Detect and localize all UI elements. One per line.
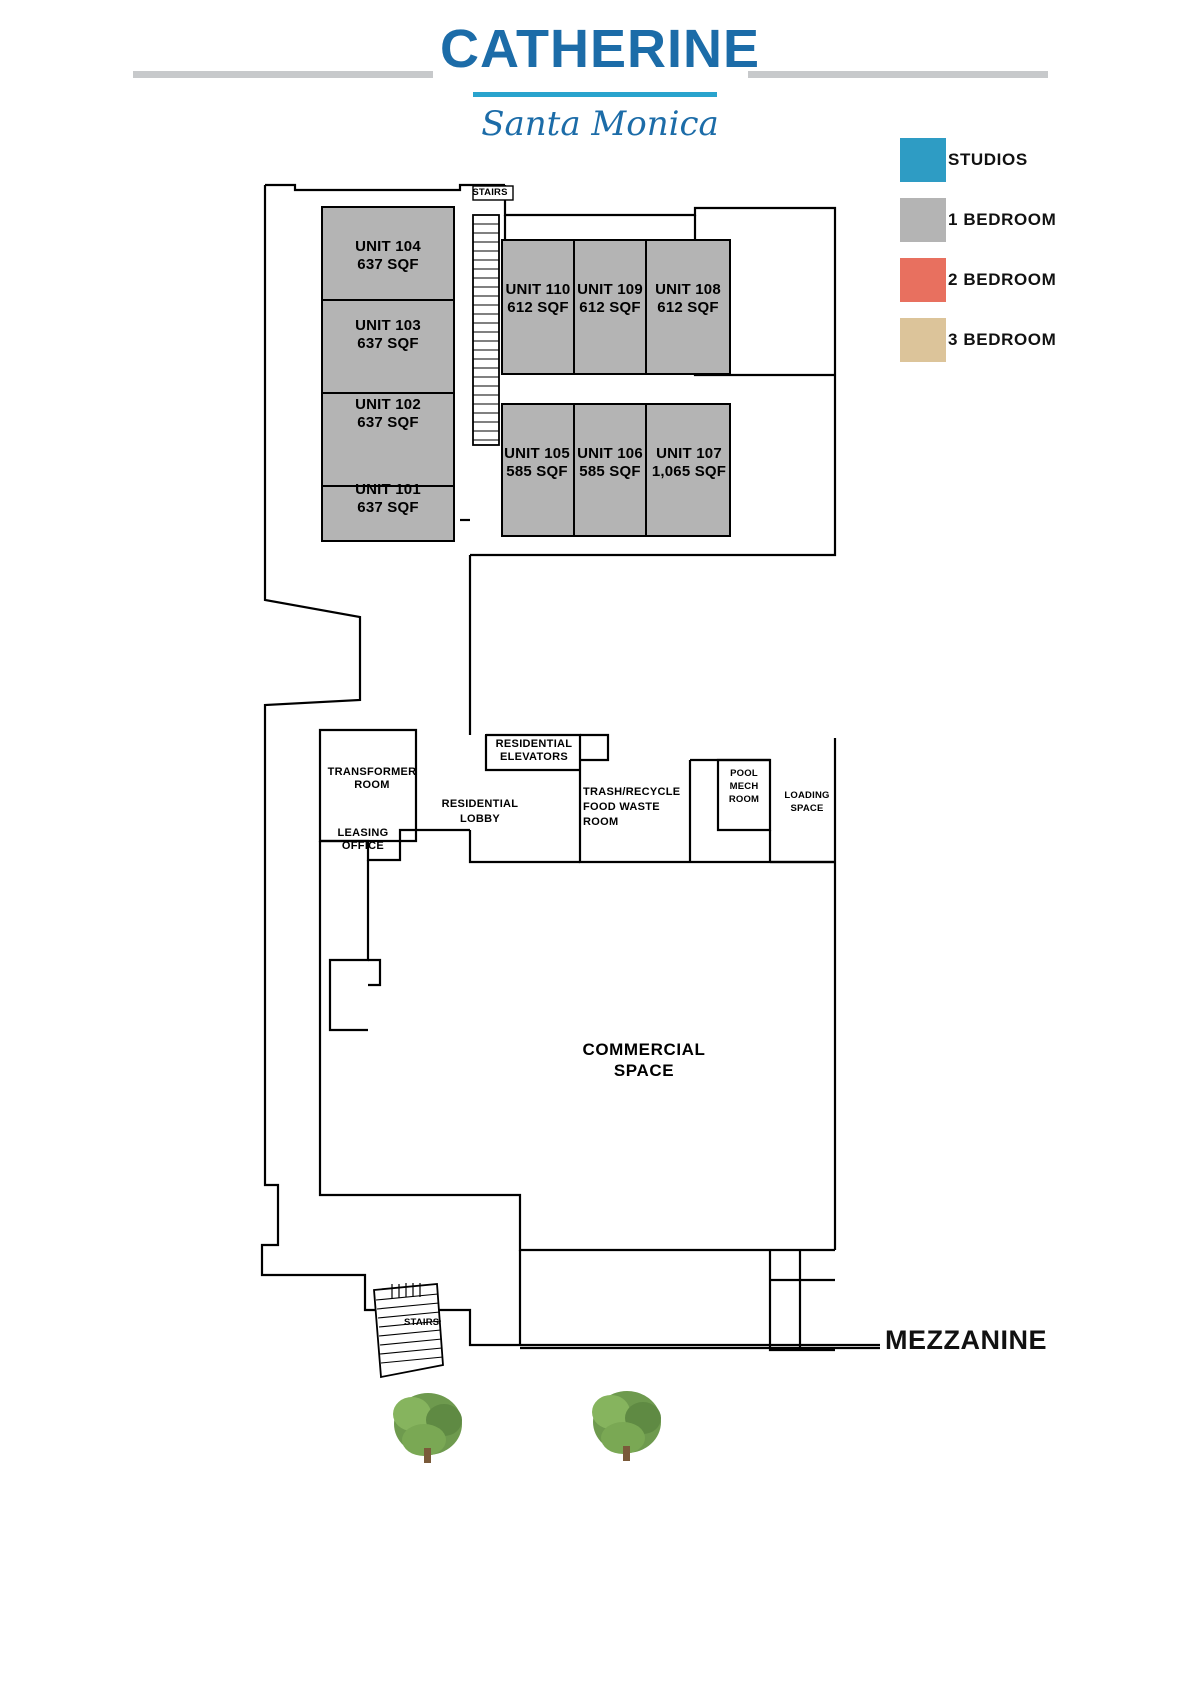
legend-label-studios: STUDIOS: [948, 150, 1028, 169]
unit-106-area: 585 SQF: [579, 463, 641, 480]
legend-label-2-bedroom: 2 BEDROOM: [948, 270, 1057, 289]
label-pool-mech-room-line1: POOL: [730, 768, 758, 779]
brand-subtitle: Santa Monica: [481, 104, 719, 144]
label-stairs-upper: STAIRS: [472, 187, 508, 198]
label-residential-lobby-line1: RESIDENTIAL: [441, 798, 519, 810]
floor-name-label: MEZZANINE: [885, 1325, 1047, 1355]
label-commercial-space-line2: SPACE: [613, 1061, 675, 1080]
label-residential-elevators-line2: ELEVATORS: [499, 751, 569, 763]
label-commercial-space-line1: COMMERCIAL: [582, 1040, 706, 1059]
unit-106-number: UNIT 106: [577, 445, 643, 462]
label-stairs-lower: STAIRS: [404, 1317, 440, 1328]
label-residential-lobby-line2: LOBBY: [460, 813, 500, 825]
label-trash-room-line3: ROOM: [583, 816, 619, 828]
unit-105-number: UNIT 105: [504, 445, 570, 462]
tree-left-graphic: [393, 1393, 462, 1463]
unit-110-number: UNIT 110: [505, 281, 571, 298]
label-transformer-room-line2: ROOM: [354, 779, 390, 791]
unit-103-number: UNIT 103: [355, 317, 421, 334]
label-leasing-office-line2: OFFICE: [341, 840, 385, 852]
unit-107-number: UNIT 107: [656, 445, 722, 462]
label-pool-mech-room-line2: MECH: [729, 781, 759, 792]
unit-107-area: 1,065 SQF: [651, 463, 727, 480]
unit-101-number: UNIT 101: [355, 481, 421, 498]
unit-104-area: 637 SQF: [357, 256, 419, 273]
unit-104-number: UNIT 104: [355, 238, 421, 255]
label-loading-space-line1: LOADING: [784, 790, 830, 801]
unit-102-area: 637 SQF: [357, 414, 419, 431]
unit-108-number: UNIT 108: [655, 281, 721, 298]
tree-right-graphic: [592, 1391, 661, 1461]
label-trash-room-line1: TRASH/RECYCLE: [583, 786, 681, 798]
unit-102-number: UNIT 102: [355, 396, 421, 413]
unit-105-area: 585 SQF: [506, 463, 568, 480]
brand-title: CATHERINE: [439, 19, 760, 79]
label-leasing-office-line1: LEASING: [337, 827, 389, 839]
label-trash-room-line2: FOOD WASTE: [583, 801, 660, 813]
label-residential-elevators-line1: RESIDENTIAL: [495, 738, 573, 750]
unit-109-number: UNIT 109: [577, 281, 643, 298]
unit-110-area: 612 SQF: [507, 299, 569, 316]
label-loading-space-line2: SPACE: [790, 803, 824, 814]
legend-label-1-bedroom: 1 BEDROOM: [948, 210, 1057, 229]
label-pool-mech-room-line3: ROOM: [728, 794, 760, 805]
unit-108-area: 612 SQF: [657, 299, 719, 316]
unit-101-area: 637 SQF: [357, 499, 419, 516]
legend-label-3-bedroom: 3 BEDROOM: [948, 330, 1057, 349]
label-transformer-room-line1: TRANSFORMER: [327, 766, 417, 778]
stairs-lower-graphic: [374, 1283, 443, 1377]
unit-109-area: 612 SQF: [579, 299, 641, 316]
unit-103-area: 637 SQF: [357, 335, 419, 352]
